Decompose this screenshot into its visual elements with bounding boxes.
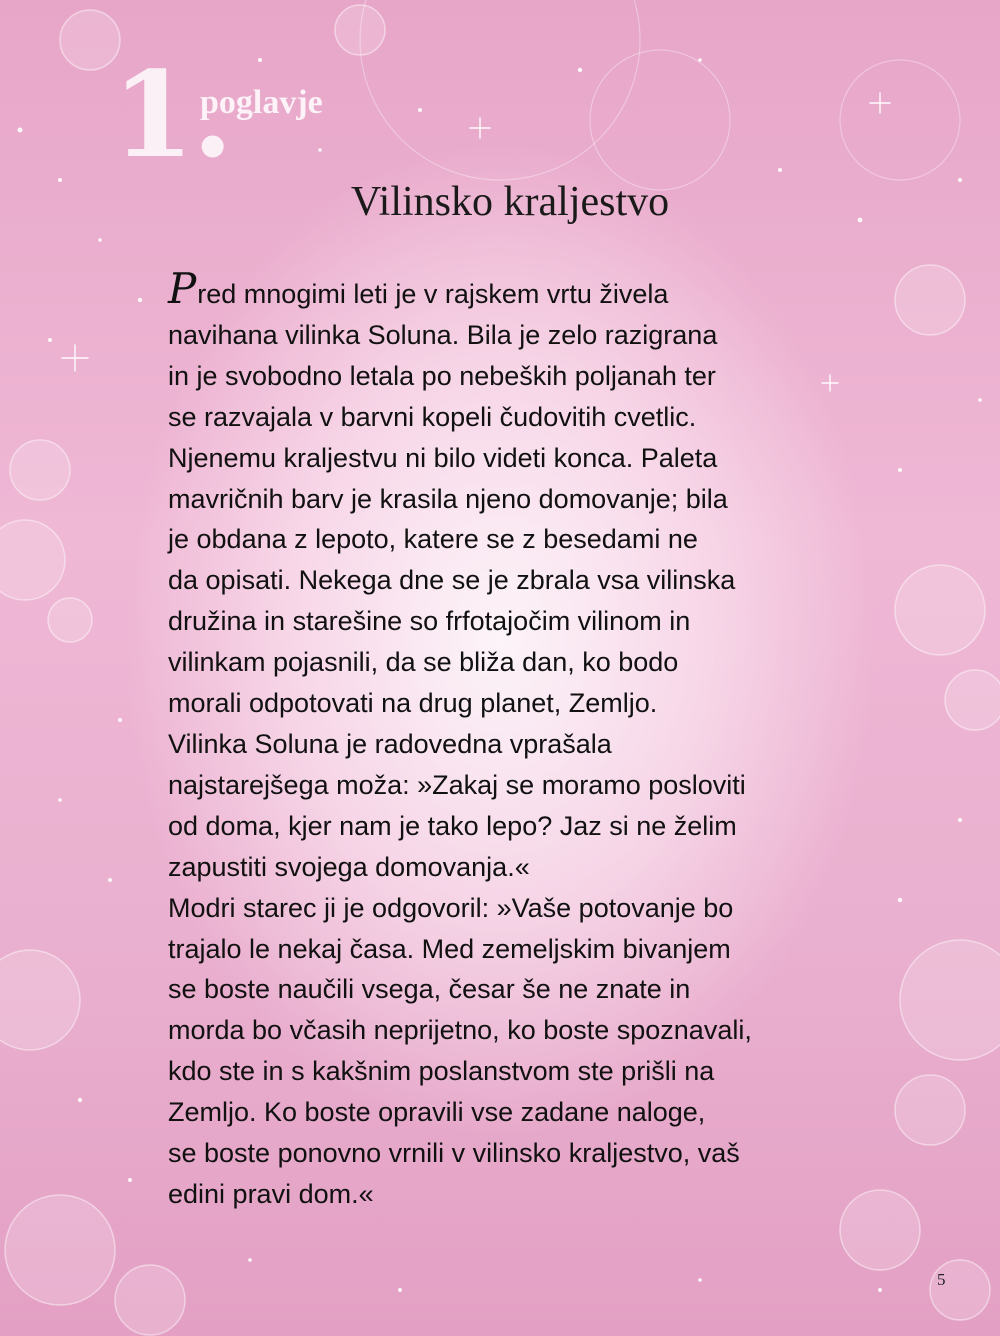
story-line: zapustiti svojega domovanja.«	[168, 851, 530, 882]
story-line	[168, 264, 868, 315]
story-line: morali odpotovati na drug planet, Zemljo.	[168, 688, 658, 719]
story-line: najstarejšega moža: »Zakaj se moramo posloviti	[168, 769, 746, 800]
story-line: trajalo le nekaj časa. Med zemeljskim bivanjem	[168, 933, 731, 964]
story-line: morda bo včasih neprijetno, ko boste spoznavali,	[168, 1015, 752, 1046]
story-line: se boste naučili vsega, česar še ne znate in	[168, 974, 691, 1005]
story-line: navihana vilinka Soluna. Bila je zelo razigrana	[168, 319, 718, 350]
story-line: mavričnih barv je krasila njeno domovanje; bila	[168, 483, 728, 514]
page-title: Vilinsko kraljestvo	[350, 179, 670, 225]
story-line: se razvajala v barvni kopeli čudovitih cvetlic.	[168, 401, 697, 432]
story-line: kdo ste in s kakšnim poslanstvom ste prišli na	[168, 1056, 715, 1087]
chapter-number: 1.	[112, 45, 232, 184]
story-line: vilinkam pojasnili, da se bliža dan, ko bodo	[168, 647, 679, 678]
story-line: in je svobodno letala po nebeških poljanah ter	[168, 360, 716, 391]
story-line: družina in starešine so frfotajočim vilinom in	[168, 606, 691, 637]
story-line: Vilinka Soluna je radovedna vprašala	[168, 728, 612, 759]
story-line: Njenemu kraljestvu ni bilo videti konca. Paleta	[168, 442, 718, 473]
story-line: Modri starec ji je odgovoril: »Vaše potovanje bo	[168, 892, 734, 923]
story-line: edini pravi dom.«	[168, 1178, 374, 1209]
story-line: Zemljo. Ko boste opravili vse zadane naloge,	[168, 1097, 706, 1128]
drop-cap: P	[168, 264, 197, 313]
story-line: se boste ponovno vrnili v vilinsko kraljestvo, vaš	[168, 1138, 740, 1169]
chapter-label: poglavje	[200, 84, 323, 121]
story-line-text: red mnogimi leti je v rajskem vrtu živela	[197, 279, 669, 309]
story-line: od doma, kjer nam je tako lepo? Jaz si ne želim	[168, 810, 737, 841]
story-line: da opisati. Nekega dne se je zbrala vsa vilinska	[168, 565, 736, 596]
story-line: je obdana z lepoto, katere se z besedami ne	[168, 524, 698, 555]
story-text	[168, 264, 868, 1215]
page-number: 5	[937, 1270, 946, 1289]
